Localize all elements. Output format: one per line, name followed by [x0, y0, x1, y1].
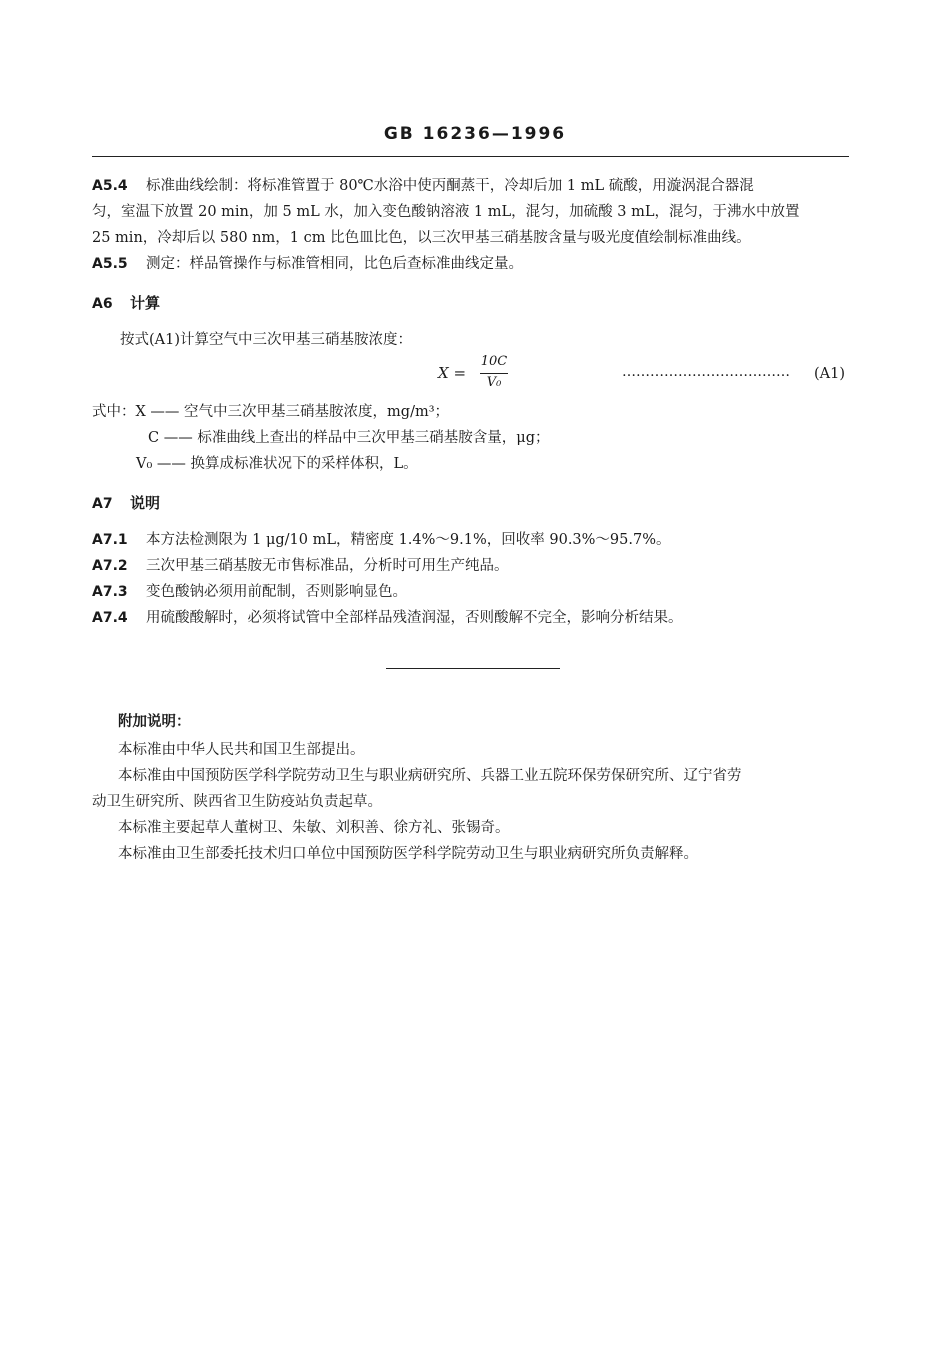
clause-text: 变色酸钠必须用前配制，否则影响显色。	[146, 584, 407, 600]
clause-text: 本方法检测限为 1 μg/10 mL，精密度 1.4%～9.1%，回收率 90.3%～95.7%。	[146, 532, 671, 548]
formula-denominator: V₀	[486, 375, 502, 390]
where-line-v0: V₀ —— 换算成标准状况下的采样体积，L。	[136, 456, 418, 472]
appendix-line-1: 本标准由中华人民共和国卫生部提出。	[118, 742, 365, 758]
where-line-x: 式中：X —— 空气中三次甲基三硝基胺浓度，mg/m³；	[92, 404, 450, 420]
section-number: A7	[92, 496, 113, 512]
clause-number: A7.2	[92, 558, 128, 574]
where-line-c: C —— 标准曲线上查出的样品中三次甲基三硝基胺含量，μg；	[148, 430, 550, 446]
a5-4-line-2: 匀，室温下放置 20 min，加 5 mL 水，加入变色酸钠溶液 1 mL，混匀，加硫酸 3 mL，混匀，于沸水中放置	[92, 204, 800, 220]
section-title: 说明	[130, 494, 161, 512]
clause-number: A7.1	[92, 532, 128, 548]
clause-number: A7.4	[92, 610, 128, 626]
a5-5-line	[92, 254, 523, 274]
clause-text: 用硫酸酸解时，必须将试管中全部样品残渣润湿，否则酸解不完全，影响分析结果。	[146, 610, 683, 626]
section-divider	[386, 668, 560, 669]
clause-number: A5.5	[92, 256, 128, 272]
section-a6-heading	[92, 292, 160, 313]
fraction-bar	[480, 373, 508, 374]
a7-2-line	[92, 556, 509, 576]
a7-3-line	[92, 582, 407, 602]
standard-number-header: GB 16236—1996	[383, 124, 567, 144]
clause-number: A7.3	[92, 584, 128, 600]
appendix-line-5: 本标准由卫生部委托技术归口单位中国预防医学科学院劳动卫生与职业病研究所负责解释。	[118, 846, 698, 862]
appendix-line-2: 本标准由中国预防医学科学院劳动卫生与职业病研究所、兵器工业五院环保劳保研究所、辽宁省劳	[118, 768, 742, 784]
a5-4-line-3: 25 min，冷却后以 580 nm，1 cm 比色皿比色，以三次甲基三硝基胺含量与吸光度值绘制标准曲线。	[92, 230, 751, 246]
formula-leader-dots: ………………………………	[622, 364, 790, 380]
header-rule	[92, 156, 849, 157]
clause-number: A5.4	[92, 178, 128, 194]
appendix-title: 附加说明：	[118, 714, 191, 730]
section-title: 计算	[130, 294, 161, 312]
a5-4-line-1	[92, 176, 754, 196]
formula-numerator: 10C	[480, 354, 508, 369]
formula-lhs: X =	[438, 364, 467, 382]
section-number: A6	[92, 296, 113, 312]
clause-text: 测定：样品管操作与标准管相同，比色后查标准曲线定量。	[146, 256, 523, 272]
a7-1-line	[92, 530, 671, 550]
a7-4-line	[92, 608, 683, 628]
clause-text: 三次甲基三硝基胺无市售标准品，分析时可用生产纯品。	[146, 558, 509, 574]
clause-text: 标准曲线绘制：将标准管置于 80℃水浴中使丙酮蒸干，冷却后加 1 mL 硫酸，用漩涡混合器混	[146, 178, 754, 194]
section-a7-heading	[92, 492, 160, 513]
appendix-line-3: 动卫生研究所、陕西省卫生防疫站负责起草。	[92, 794, 382, 810]
formula-intro: 按式(A1)计算空气中三次甲基三硝基胺浓度：	[120, 332, 413, 348]
appendix-line-4: 本标准主要起草人董树卫、朱敏、刘积善、徐方礼、张锡奇。	[118, 820, 510, 836]
equation-label: (A1)	[814, 366, 846, 382]
